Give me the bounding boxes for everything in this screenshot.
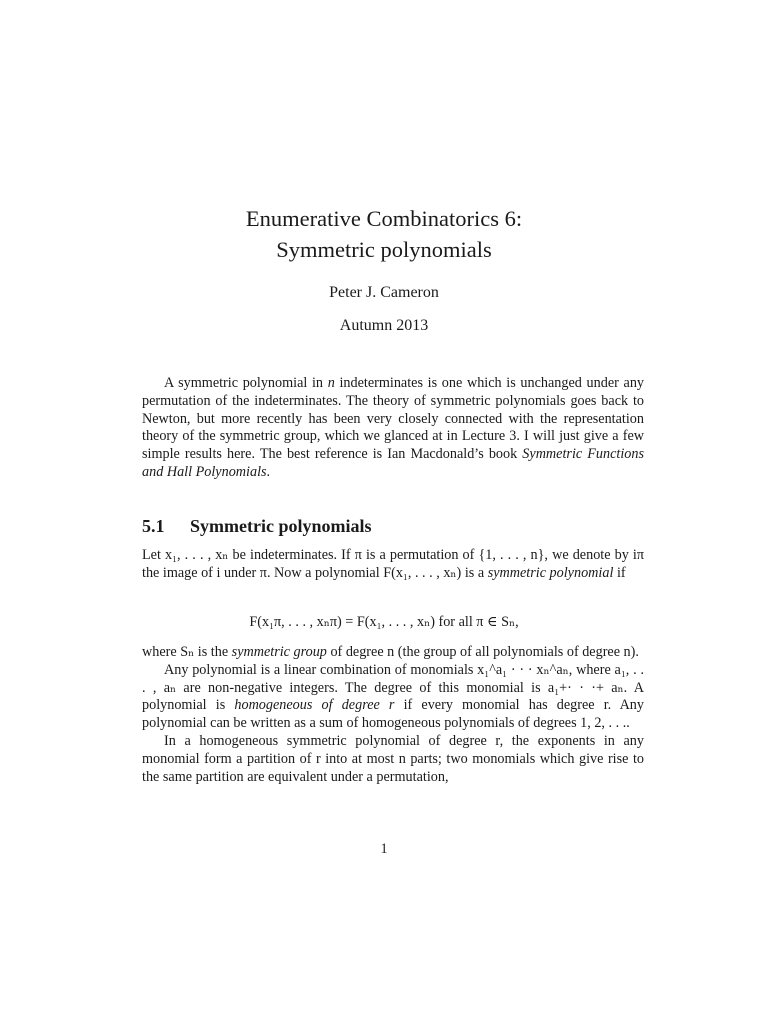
paragraph-definition: Let x₁, . . . , xₙ be indeterminates. If π is a permutation of {1, . . . , n}, we denote by iπ the image of i under π. Now a polynomial F(x₁, . . . , xₙ) is a symmetric polynomial if — [142, 547, 644, 581]
title-line-1: Enumerative Combinatorics 6: — [245, 206, 523, 231]
section-title: Symmetric polynomials — [190, 516, 372, 536]
paragraph-monomials: Any polynomial is a linear combination of monomials x₁^a₁ · · · xₙ^aₙ, where a₁, . . . , aₙ are non-negative integers. The degree of this monomial is a₁+· · ·+ aₙ. A polynomial is homogeneous of degree r if every monomial has degree r. Any polynomial can be written as a sum of homogeneous polynomials of degrees 1, 2, . . .. — [142, 661, 644, 732]
display-equation: F(x₁π, . . . , xₙπ) = F(x₁, . . . , xₙ) for all π ∈ Sₙ, — [249, 614, 519, 630]
publication-date: Autumn 2013 — [339, 317, 429, 334]
paper-title — [0, 203, 768, 265]
section-body-2 — [142, 644, 644, 786]
page-number: 1 — [380, 841, 388, 857]
section-number: 5.1 — [142, 516, 165, 536]
author-name: Peter J. Cameron — [329, 284, 439, 301]
paragraph-symmetric-group: where Sₙ is the symmetric group of degree n (the group of all polynomials of degree n). — [142, 644, 639, 660]
section-heading — [142, 516, 372, 537]
abstract — [142, 375, 644, 482]
book-title: Symmetric Functions and Hall Polynomials — [142, 446, 645, 480]
abstract-paragraph: A symmetric polynomial in n indeterminates is one which is unchanged under any permutation of the indeterminates. The theory of symmetric polynomials goes back to Newton, but more recently has been very closely connected with the representation theory of the symmetric group, which we glanced at in Lecture 3. I will just give a few simple results here. The best reference is Ian Macdonald’s book Symmetric Functions and Hall Polynomials. — [142, 375, 645, 480]
title-line-2: Symmetric polynomials — [276, 237, 492, 262]
paragraph-partitions: In a homogeneous symmetric polynomial of degree r, the exponents in any monomial form a partition of r into at most n parts; two monomials which give rise to the same partition are equivalent under a permutation, — [142, 732, 644, 785]
section-body-1 — [142, 547, 644, 583]
